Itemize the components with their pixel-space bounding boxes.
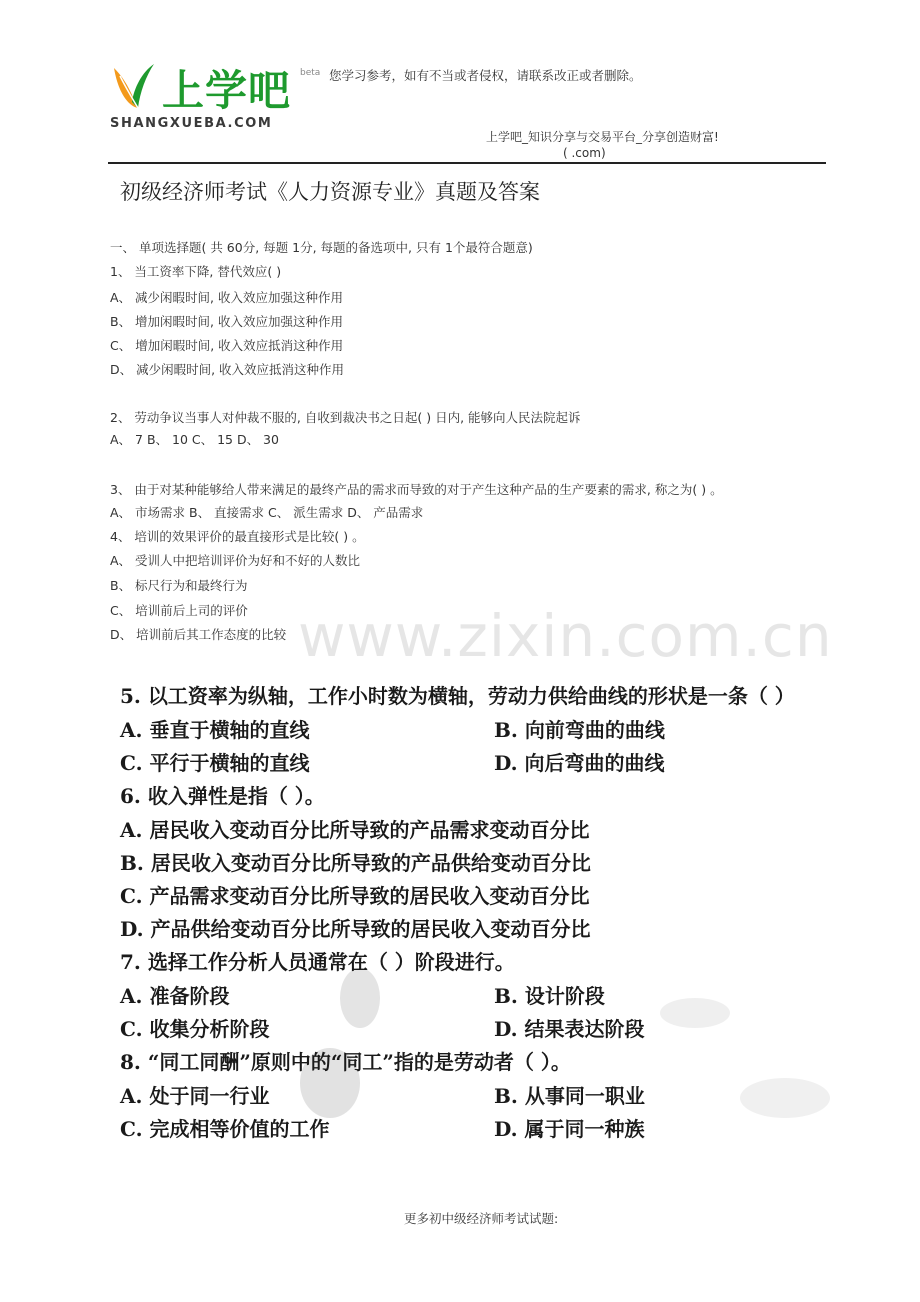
- question-6-option-a: A. 居民收入变动百分比所导致的产品需求变动百分比: [120, 818, 590, 842]
- question-7-option-b: B. 设计阶段: [494, 984, 605, 1008]
- question-5-option-c: C. 平行于横轴的直线: [120, 751, 310, 775]
- question-3-stem: 3、 由于对某种能够给人带来满足的最终产品的需求而导致的对于产生这种产品的生产要素的需求, 称之为( ) 。: [110, 482, 723, 497]
- leaf-logo-icon: [110, 62, 156, 110]
- question-6-option-d: D. 产品供给变动百分比所导致的居民收入变动百分比: [120, 917, 591, 941]
- question-1-option-a: A、 减少闲暇时间, 收入效应加强这种作用: [110, 290, 343, 305]
- header-tagline: 上学吧_知识分享与交易平台_分享创造财富!: [486, 130, 719, 144]
- site-logo[interactable]: [108, 62, 321, 134]
- question-7-stem: 7. 选择工作分析人员通常在（ ）阶段进行。: [120, 950, 515, 974]
- logo-beta-badge: beta: [300, 68, 321, 78]
- question-4-stem: 4、 培训的效果评价的最直接形式是比较( ) 。: [110, 529, 365, 544]
- question-8-option-c: C. 完成相等价值的工作: [120, 1117, 330, 1141]
- scan-smudge: [660, 998, 730, 1028]
- header-divider: [108, 162, 826, 164]
- question-7-option-d: D. 结果表达阶段: [494, 1017, 645, 1041]
- question-6-stem: 6. 收入弹性是指（ ）。: [120, 784, 325, 808]
- question-4-option-d: D、 培训前后其工作态度的比较: [110, 627, 287, 642]
- question-6-option-b: B. 居民收入变动百分比所导致的产品供给变动百分比: [120, 851, 591, 875]
- question-7-option-a: A. 准备阶段: [120, 984, 230, 1008]
- question-5-option-a: A. 垂直于横轴的直线: [120, 718, 310, 742]
- question-8-option-b: B. 从事同一职业: [494, 1084, 645, 1108]
- logo-english-text: SHANGXUEBA.COM: [110, 116, 273, 131]
- question-3-options: A、 市场需求 B、 直接需求 C、 派生需求 D、 产品需求: [110, 505, 424, 520]
- question-4-option-c: C、 培训前后上司的评价: [110, 603, 248, 618]
- question-4-option-b: B、 标尺行为和最终行为: [110, 578, 248, 593]
- header-url[interactable]: ( .com): [563, 146, 606, 160]
- question-8-option-a: A. 处于同一行业: [120, 1084, 270, 1108]
- question-8-option-d: D. 属于同一种族: [494, 1117, 645, 1141]
- question-2-options: A、 7 B、 10 C、 15 D、 30: [110, 432, 279, 447]
- scanned-questions-image: [100, 668, 880, 1148]
- question-1-stem: 1、 当工资率下降, 替代效应( ): [110, 264, 282, 279]
- question-5-option-d: D. 向后弯曲的曲线: [494, 751, 665, 775]
- scan-smudge: [740, 1078, 830, 1118]
- header-disclaimer: 您学习参考，如有不当或者侵权，请联系改正或者删除。: [329, 68, 642, 83]
- document-title: 初级经济师考试《人力资源专业》真题及答案: [120, 180, 540, 204]
- question-7-option-c: C. 收集分析阶段: [120, 1017, 270, 1041]
- question-6-option-c: C. 产品需求变动百分比所导致的居民收入变动百分比: [120, 884, 590, 908]
- question-5-option-b: B. 向前弯曲的曲线: [494, 718, 665, 742]
- footer-note: 更多初中级经济师考试试题:: [404, 1211, 559, 1226]
- question-8-stem: 8. “同工同酬”原则中的“同工”指的是劳动者（ ）。: [120, 1050, 571, 1074]
- question-5-stem: 5. 以工资率为纵轴，工作小时数为横轴，劳动力供给曲线的形状是一条（ ）: [120, 684, 795, 708]
- question-2-stem: 2、 劳动争议当事人对仲裁不服的, 自收到裁决书之日起( ) 日内, 能够向人民法院起诉: [110, 410, 581, 425]
- question-1-option-d: D、 减少闲暇时间, 收入效应抵消这种作用: [110, 362, 345, 377]
- section-heading: 一、 单项选择题( 共 60分, 每题 1分, 每题的备选项中, 只有 1个最符合题意): [110, 240, 533, 255]
- question-1-option-c: C、 增加闲暇时间, 收入效应抵消这种作用: [110, 338, 344, 353]
- question-1-option-b: B、 增加闲暇时间, 收入效应加强这种作用: [110, 314, 343, 329]
- question-4-option-a: A、 受训人中把培训评价为好和不好的人数比: [110, 553, 361, 568]
- logo-chinese-text: 上学吧: [162, 66, 292, 115]
- scan-smudge: [340, 968, 380, 1028]
- watermark: www.zixin.com.cn: [298, 602, 833, 670]
